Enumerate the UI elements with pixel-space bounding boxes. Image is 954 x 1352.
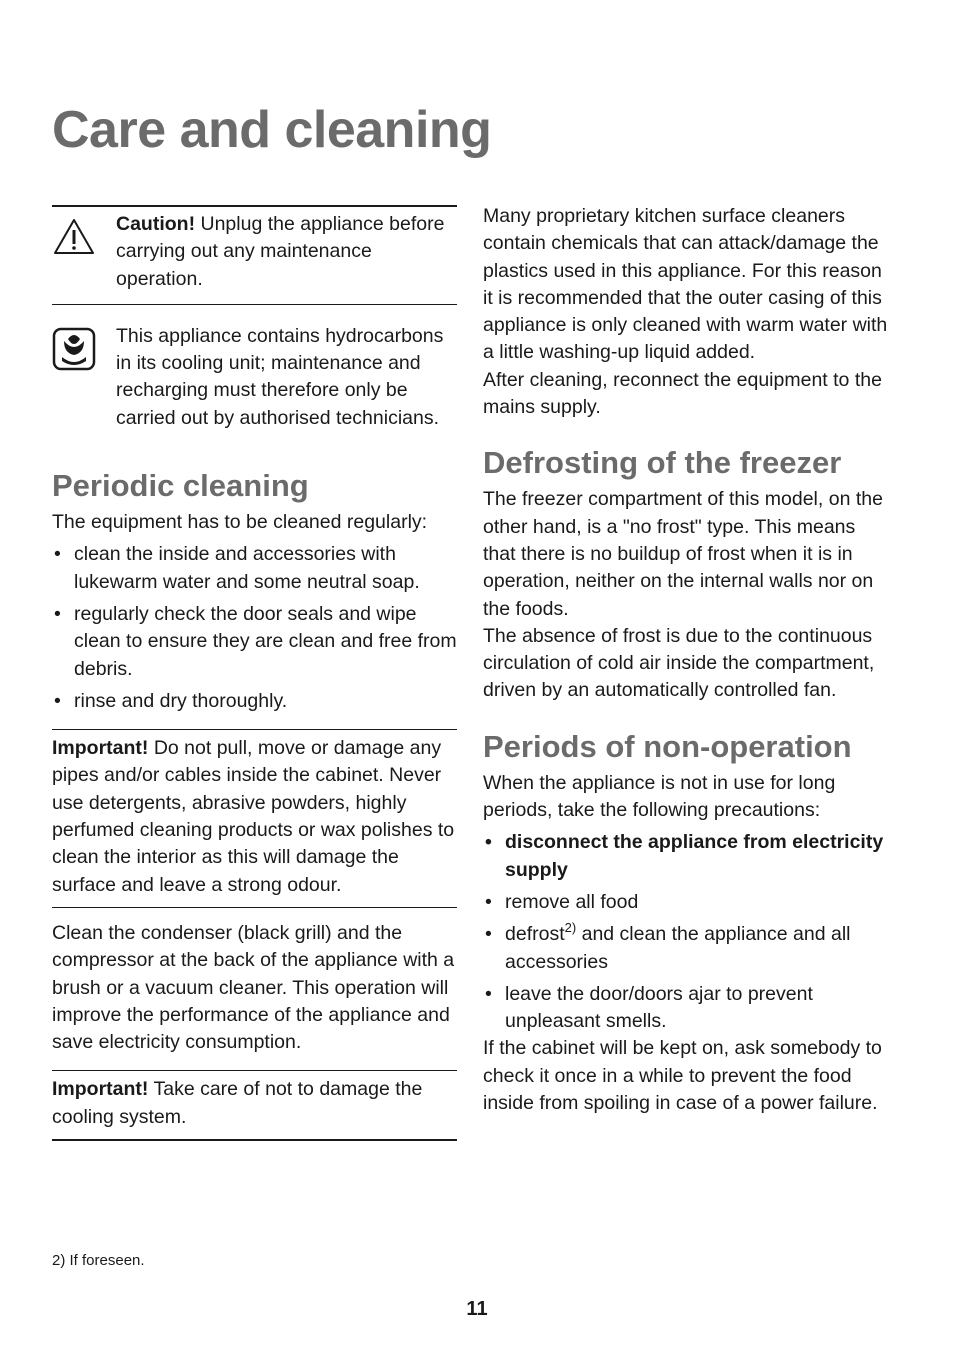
caution-text: Caution! Unplug the appliance before carrying out any maintenance operation. — [116, 213, 445, 290]
cleaners-text: Many proprietary kitchen surface cleaners contain chemicals that can attack/damage the plastics used in this appliance. For this reason it is recommended that the outer casing of this appliance is only cleaned with warm water with a little washing-up liquid added. — [483, 205, 888, 364]
page-number: 11 — [466, 1298, 488, 1320]
right-column — [483, 203, 888, 1117]
list-item: • leave the door/doors ajar to prevent unpleasant smells. — [483, 981, 888, 1036]
reconnect-text: After cleaning, reconnect the equipment to the mains supply. — [483, 368, 882, 419]
defrost-text-2: The absence of frost is due to the continuous circulation of cold air inside the compartment, driven by an automatically controlled fan. — [483, 624, 875, 702]
hydrocarbon-text: This appliance contains hydrocarbons in its cooling unit; maintenance and recharging must therefore only be carried out by authorised technicians. — [116, 324, 444, 429]
warning-triangle-icon — [52, 211, 116, 293]
non-operation-list — [483, 829, 888, 1035]
condenser-box — [52, 907, 457, 1070]
hydrocarbon-box — [52, 304, 457, 440]
environment-icon — [52, 323, 116, 432]
defrost-text-1: The freezer compartment of this model, on the other hand, is a "no frost" type. This means that there is no buildup of frost when it is in operation, neither on the internal walls nor on the foods. — [483, 488, 883, 620]
list-item: • rinse and dry thoroughly. — [52, 688, 457, 715]
important-box-1 — [52, 729, 457, 907]
non-operation-intro: When the appliance is not in use for long periods, take the following precautions: — [483, 771, 836, 822]
footnote: 2) If foreseen. — [52, 1252, 145, 1269]
footnote-ref: 2) — [564, 920, 577, 936]
list-item: • remove all food — [483, 889, 888, 916]
periodic-list — [52, 541, 457, 715]
periodic-intro: The equipment has to be cleaned regularly: — [52, 511, 428, 534]
defrosting-heading: Defrosting of the freezer — [483, 445, 842, 481]
non-operation-outro: If the cabinet will be kept on, ask somebody to check it once in a while to prevent the food inside from spoiling in case of a power failure. — [483, 1037, 882, 1115]
list-item: • disconnect the appliance from electricity supply — [483, 829, 888, 884]
important-text-2: Important! Take care of not to damage the cooling system. — [52, 1078, 423, 1128]
list-item: • clean the inside and accessories with lukewarm water and some neutral soap. — [52, 541, 457, 596]
caution-box — [52, 205, 457, 301]
periodic-cleaning-heading: Periodic cleaning — [52, 468, 309, 504]
important-text-1: Important! Do not pull, move or damage any pipes and/or cables inside the cabinet. Never use detergents, abrasive powders, highly perfumed cleaning products or wax polishes to clean the interior as this will damage the surface and leave a strong odour. — [52, 737, 455, 896]
list-item: • defrost$^{2)}$ and clean the appliance and all accessories — [483, 921, 888, 976]
list-item: • regularly check the door seals and wipe clean to ensure they are clean and free from debris. — [52, 601, 457, 683]
page-title: Care and cleaning — [52, 101, 492, 159]
important-box-2 — [52, 1070, 457, 1141]
left-column — [52, 205, 457, 1141]
non-operation-heading: Periods of non-operation — [483, 728, 852, 764]
condenser-text: Clean the condenser (black grill) and the compressor at the back of the appliance with a brush or a vacuum cleaner. This operation will improve the performance of the appliance and save electricity consumption. — [52, 921, 455, 1054]
